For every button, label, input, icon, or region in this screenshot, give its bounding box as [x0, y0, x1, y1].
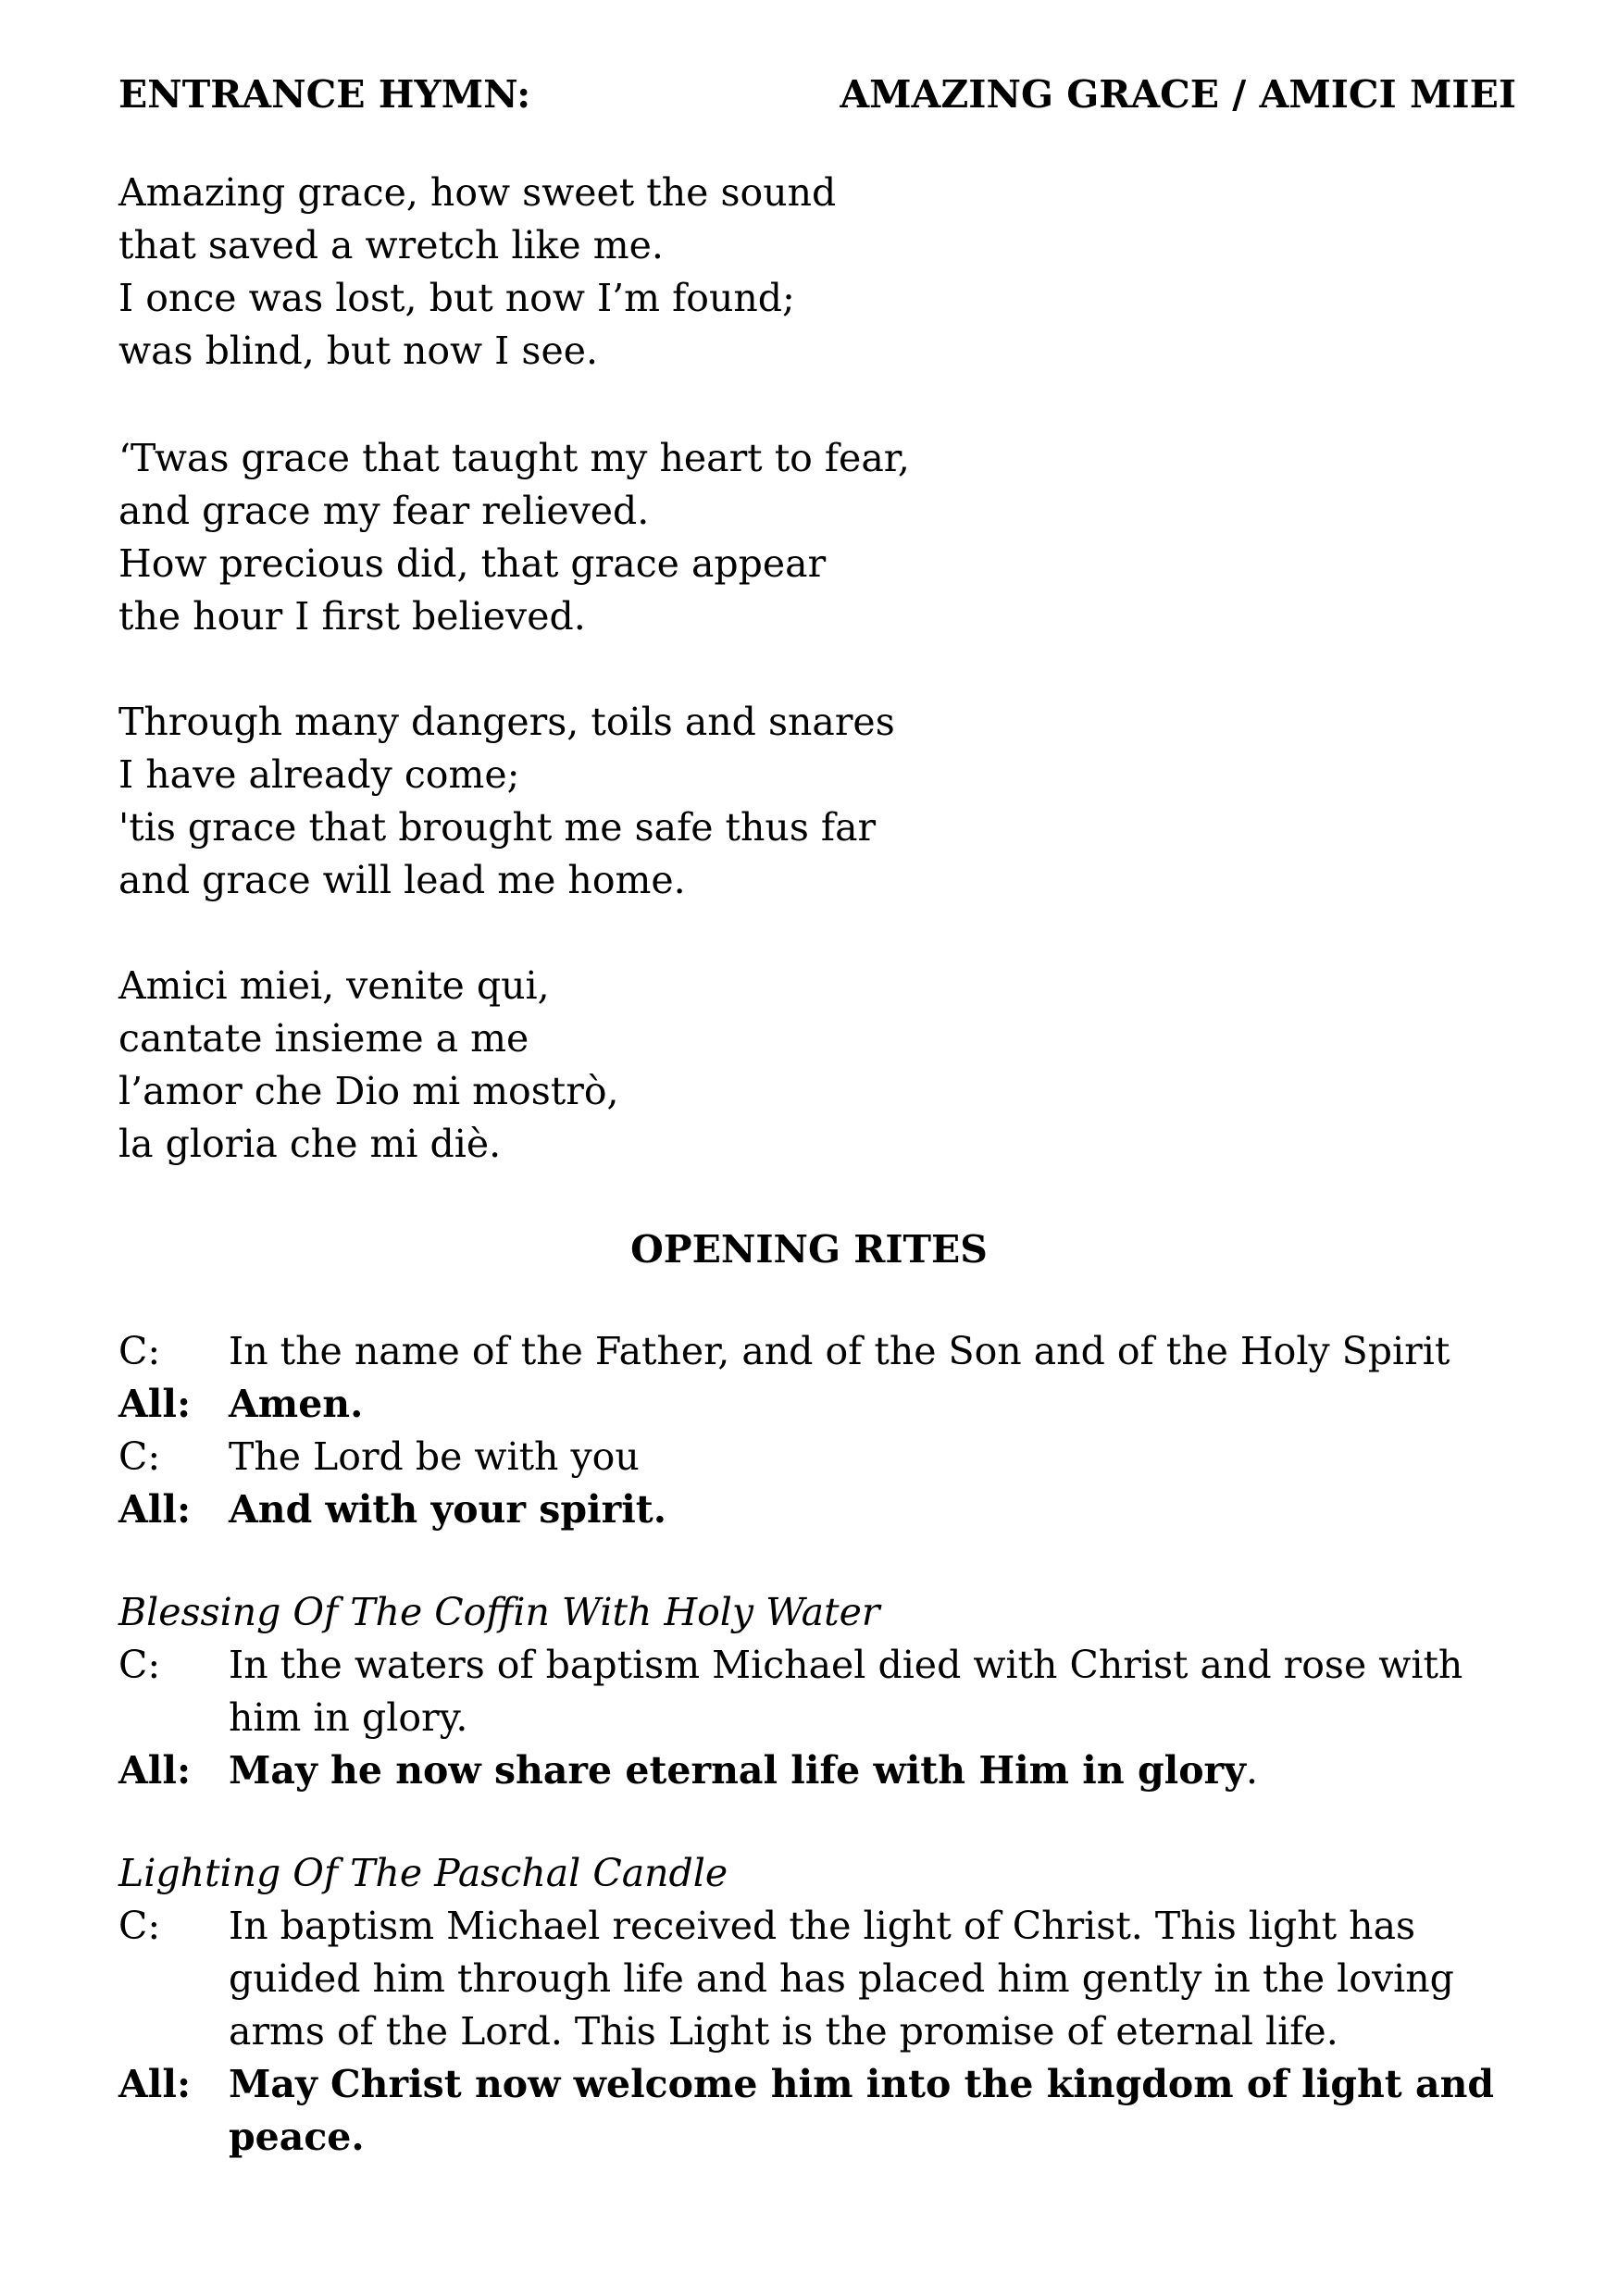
section-heading: Lighting Of The Paschal Candle: [118, 1851, 728, 1895]
blessing-of-coffin-section: [118, 1586, 1535, 1797]
opening-rites-title: OPENING RITES: [630, 1227, 988, 1272]
hymn-line: How precious did, that grace appear: [118, 541, 827, 586]
dialog-row: [118, 1483, 1535, 1536]
hymn-line: was blind, but now I see.: [118, 329, 599, 373]
response-text: Amen.: [229, 1382, 364, 1426]
hymn-line: Amazing grace, how sweet the sound: [118, 170, 837, 215]
hymn-line: cantate insieme a me: [118, 1016, 529, 1061]
speaker-label: C:: [118, 1329, 161, 1373]
hymn-header: [118, 67, 1516, 122]
dialog-row: [118, 1900, 1535, 2058]
speaker-label: All:: [118, 1382, 192, 1426]
hymn-line: 'tis grace that brought me safe thus far: [118, 805, 877, 850]
hymn-line: the hour I first believed.: [118, 594, 586, 639]
response-text: And with your spirit.: [229, 1487, 667, 1532]
dialog-row: [118, 1431, 1535, 1483]
hymn-stanza-3: [118, 696, 895, 907]
speaker-label: C:: [118, 1434, 161, 1479]
celebrant-text: In the name of the Father, and of the Son and of the Holy Spirit: [229, 1329, 1450, 1373]
dialog-row: [118, 2058, 1535, 2164]
dialog-row: [118, 1325, 1535, 1378]
response-text-tail: .: [1245, 1748, 1259, 1793]
celebrant-text: In the waters of baptism Michael died with Christ and rose with him in glory.: [229, 1643, 1463, 1740]
hymn-stanza-1: [118, 167, 836, 378]
hymn-line: l’amor che Dio mi mostrò,: [118, 1069, 619, 1113]
hymn-line: la gloria che mi diè.: [118, 1122, 502, 1166]
speaker-label: C:: [118, 1904, 161, 1948]
section-heading: Blessing Of The Coffin With Holy Water: [118, 1590, 880, 1634]
hymn-line: I have already come;: [118, 752, 520, 797]
speaker-label: All:: [118, 1487, 192, 1532]
hymn-stanza-2: [118, 432, 910, 643]
hymn-line: Through many dangers, toils and snares: [118, 700, 895, 744]
hymn-line: ‘Twas grace that taught my heart to fear,: [118, 436, 910, 480]
hymn-line: and grace will lead me home.: [118, 858, 686, 902]
celebrant-text: In baptism Michael received the light of Christ. This light has guided him through life and has placed him gently in the loving arms of the Lord. This Light is the promise of eternal life.: [229, 1904, 1454, 2054]
speaker-label: All:: [118, 2062, 192, 2106]
opening-rites-dialog: [118, 1325, 1535, 1536]
celebrant-text: The Lord be with you: [229, 1434, 640, 1479]
response-text: May Christ now welcome him into the kingdom of light and peace.: [229, 2062, 1495, 2159]
speaker-label: All:: [118, 1748, 192, 1793]
paschal-candle-section: [118, 1847, 1535, 2164]
entrance-hymn-label: ENTRANCE HYMN:: [118, 72, 531, 117]
hymn-title: AMAZING GRACE / AMICI MIEI: [840, 72, 1516, 117]
dialog-row: [118, 1378, 1535, 1431]
hymn-line: that saved a wretch like me.: [118, 223, 664, 267]
response-text-bold: May he now share eternal life with Him in glory: [229, 1748, 1246, 1793]
speaker-label: C:: [118, 1643, 161, 1687]
hymn-line: I once was lost, but now I’m found;: [118, 276, 795, 320]
dialog-row: [118, 1744, 1535, 1797]
hymn-line: and grace my fear relieved.: [118, 489, 650, 533]
dialog-row: [118, 1639, 1535, 1744]
response-text: [229, 1744, 1535, 1797]
hymn-line: Amici miei, venite qui,: [118, 963, 550, 1008]
hymn-stanza-4: [118, 960, 619, 1171]
